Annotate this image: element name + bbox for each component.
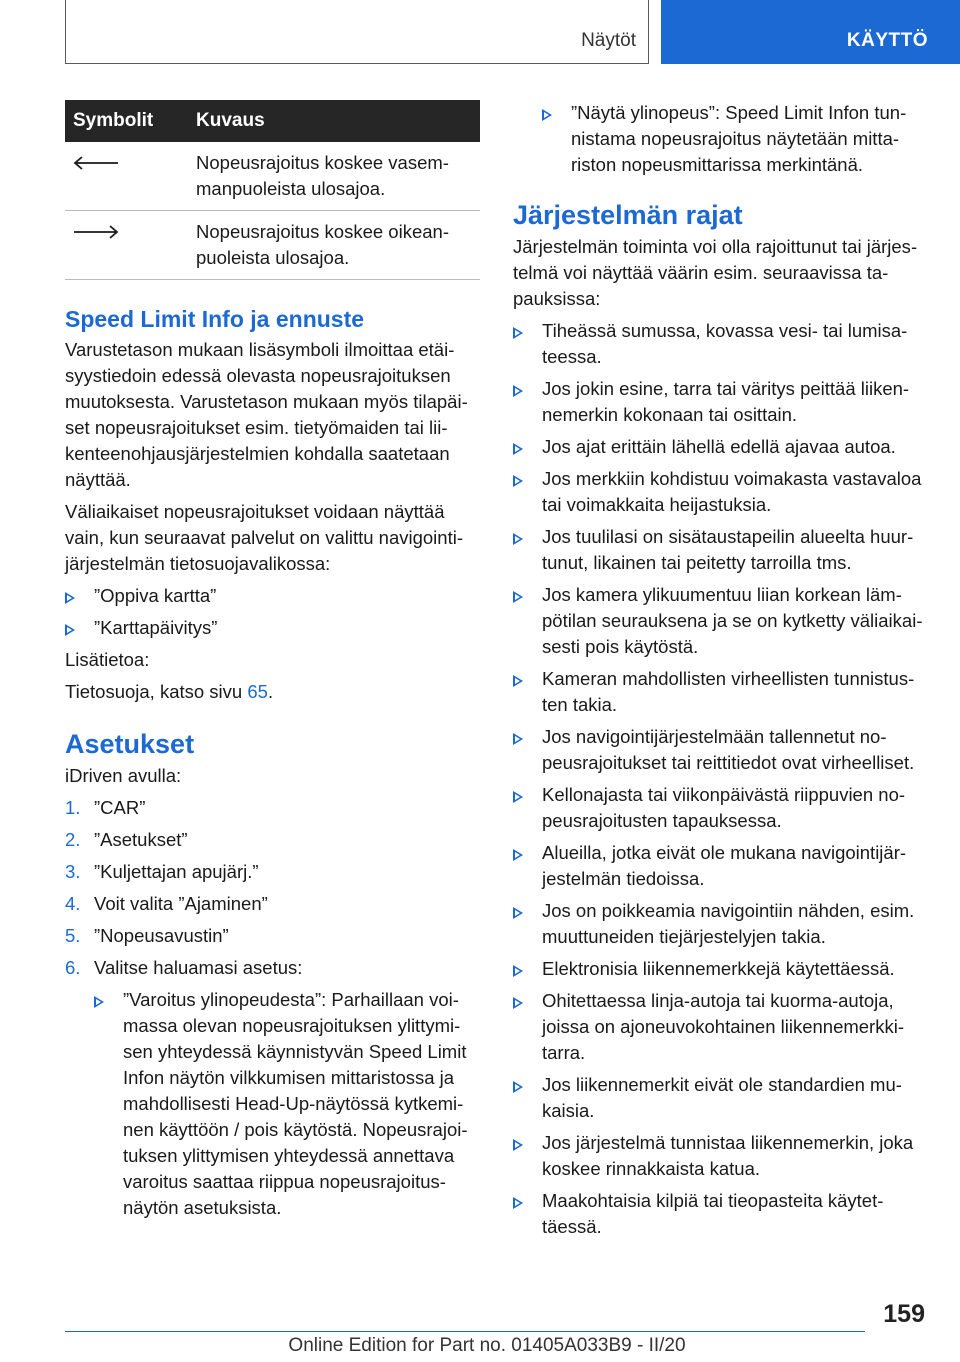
list-item-text: ”Näytä ylinopeus”: Speed Limit Infon tunnistama nopeusrajoitus näytetään mittariston nopeusmittarissa merkintänä. <box>571 102 907 175</box>
triangle-bullet-icon <box>513 443 523 455</box>
page-number: 159 <box>883 1300 925 1328</box>
list-item <box>65 827 480 853</box>
list-item <box>513 466 925 518</box>
settings-intro: iDriven avulla: <box>65 765 182 786</box>
list-item <box>513 988 925 1066</box>
list-item-text: ”Varoitus ylinopeudesta”: Parhaillaan voimassa olevan nopeusrajoituksen ylittymisen yhteydessä käynnistyvän Speed Limit Infon näytön vilkkumisen mittaristossa ja mahdollisesti Head-Up-näytössä kytkeminen käyttöön / pois käytöstä. Nopeusrajoituksen ylittymisen yhteydessä annettava varoitus saattaa riippua nopeusrajoitusnäytön asetuksista. <box>123 989 468 1218</box>
list-item-text: Alueilla, jotka eivät ole mukana navigointijärjestelmän tiedoissa. <box>542 842 907 889</box>
speed-limit-paragraph-1: Varustetason mukaan lisäsymboli ilmoittaa etäisyystiedoin edessä olevasta nopeusrajoituksen muutoksesta. Varustetason mukaan myös tilapäiset nopeusrajoitukset esim. tietyömaiden tai liikenteenohjausjärjestelmien kohdalla saatetaan näyttää. <box>65 339 468 490</box>
step-text: Voit valita ”Ajaminen” <box>94 893 268 914</box>
list-item <box>94 987 480 1221</box>
step-text: ”Nopeusavustin” <box>94 925 229 946</box>
description-cell: Nopeusrajoitus koskee vasemmanpuoleista ulosajoa. <box>196 142 480 211</box>
table-row <box>65 211 480 280</box>
list-item <box>513 1130 925 1182</box>
list-item-text: Ohitettaessa linja-autoja tai kuorma-autoja, joissa on ajoneuvokohtainen liikennemerkkitarra. <box>542 990 904 1063</box>
header-chapter-title: KÄYTTÖ <box>846 30 928 51</box>
triangle-bullet-icon <box>513 1197 523 1209</box>
list-item-text: Jos liikennemerkit eivät ole standardien mukaisia. <box>542 1074 902 1121</box>
triangle-bullet-icon <box>513 475 523 487</box>
settings-sub-list <box>94 987 480 1221</box>
list-item-text: Maakohtaisia kilpiä tai tieopasteita käytettäessä. <box>542 1190 884 1237</box>
symbol-table <box>65 100 480 280</box>
step-text: Valitse haluamasi asetus: <box>94 957 303 978</box>
list-item-text: ”Oppiva kartta” <box>94 585 217 606</box>
list-item <box>513 376 925 428</box>
triangle-bullet-icon <box>513 385 523 397</box>
triangle-bullet-icon <box>65 624 75 636</box>
triangle-bullet-icon <box>513 965 523 977</box>
limits-intro: Järjestelmän toiminta voi olla rajoittunut tai järjestelmä voi näyttää väärin esim. seuraavissa tapauksissa: <box>513 236 918 309</box>
more-info-label: Lisätietoa: <box>65 649 150 670</box>
list-item <box>65 923 480 949</box>
list-item <box>513 1188 925 1240</box>
list-item <box>513 724 925 776</box>
triangle-bullet-icon <box>513 997 523 1009</box>
list-item <box>65 583 480 609</box>
list-item <box>513 434 925 460</box>
triangle-bullet-icon <box>65 592 75 604</box>
step-number: 5. <box>65 925 81 946</box>
triangle-bullet-icon <box>513 591 523 603</box>
step-text: ”CAR” <box>94 797 146 818</box>
settings-steps <box>65 795 480 1221</box>
list-item <box>65 891 480 917</box>
triangle-bullet-icon <box>94 996 104 1008</box>
list-item-text: ”Karttapäivitys” <box>94 617 218 638</box>
table-row <box>65 142 480 211</box>
header-section-title: Näytöt <box>581 30 636 51</box>
list-item-text: Jos järjestelmä tunnistaa liikennemerkin, joka koskee rinnakkaista katua. <box>542 1132 914 1179</box>
settings-sub-list-continued <box>513 100 925 178</box>
reference-end: . <box>267 681 274 702</box>
limits-bullet-list <box>513 318 925 1240</box>
triangle-bullet-icon <box>513 907 523 919</box>
list-item <box>513 840 925 892</box>
list-item <box>513 666 925 718</box>
page-link[interactable]: 65 <box>247 681 268 702</box>
list-item <box>513 956 925 982</box>
speed-limit-heading: Speed Limit Info ja ennuste <box>65 306 365 332</box>
privacy-reference <box>65 679 480 705</box>
triangle-bullet-icon <box>513 675 523 687</box>
col-description-header: Kuvaus <box>196 100 480 142</box>
step-number: 4. <box>65 893 81 914</box>
limits-heading: Järjestelmän rajat <box>513 200 743 230</box>
symbol-cell <box>65 211 196 280</box>
list-item <box>65 615 480 641</box>
footer-divider <box>65 1331 865 1332</box>
arrow-right-icon <box>73 225 119 239</box>
description-cell: Nopeusrajoitus koskee oikeanpuoleista ulosajoa. <box>196 211 480 280</box>
list-item-text: Jos merkkiin kohdistuu voimakasta vastavaloa tai voimakkaita heijastuksia. <box>542 468 922 515</box>
triangle-bullet-icon <box>513 327 523 339</box>
step-number: 1. <box>65 797 81 818</box>
list-item-text: Jos on poikkeamia navigointiin nähden, esim. muuttuneiden tiejärjestelyjen takia. <box>542 900 915 947</box>
list-item <box>513 898 925 950</box>
speed-limit-bullet-list <box>65 583 480 641</box>
symbol-table-header <box>65 100 480 142</box>
list-item-text: Tiheässä sumussa, kovassa vesi- tai lumisateessa. <box>542 320 908 367</box>
step-number: 6. <box>65 957 81 978</box>
arrow-left-icon <box>73 156 119 170</box>
list-item <box>513 1072 925 1124</box>
triangle-bullet-icon <box>513 791 523 803</box>
settings-heading: Asetukset <box>65 729 195 759</box>
list-item-text: Kameran mahdollisten virheellisten tunnistusten takia. <box>542 668 915 715</box>
header-chapter-tab <box>661 0 960 64</box>
step-text: ”Asetukset” <box>94 829 188 850</box>
footer-text: Online Edition for Part no. 01405A033B9 - II/20 <box>288 1335 686 1356</box>
list-item <box>542 100 925 178</box>
list-item-text: Jos jokin esine, tarra tai väritys peittää liikennemerkin kokonaan tai osittain. <box>542 378 910 425</box>
header-section-box <box>65 0 649 64</box>
triangle-bullet-icon <box>513 849 523 861</box>
triangle-bullet-icon <box>513 1081 523 1093</box>
list-item-text: Kellonajasta tai viikonpäivästä riippuvien nopeusrajoitusten tapauksessa. <box>542 784 906 831</box>
symbol-cell <box>65 142 196 211</box>
list-item <box>513 524 925 576</box>
list-item-text: Jos navigointijärjestelmään tallennetut nopeusrajoitukset tai reittitiedot ovat virheelliset. <box>542 726 915 773</box>
step-text: ”Kuljettajan apujärj.” <box>94 861 259 882</box>
step-number: 2. <box>65 829 81 850</box>
right-column <box>513 100 925 1246</box>
list-item-text: Jos tuulilasi on sisätaustapeilin alueelta huurtunut, likainen tai peitetty tarroilla tms. <box>542 526 914 573</box>
triangle-bullet-icon <box>513 733 523 745</box>
list-item <box>65 859 480 885</box>
list-item <box>65 955 480 1221</box>
triangle-bullet-icon <box>542 109 552 121</box>
reference-text: Tietosuoja, katso sivu <box>65 681 248 702</box>
list-item <box>65 795 480 821</box>
list-item-text: Jos ajat erittäin lähellä edellä ajavaa autoa. <box>542 436 896 457</box>
list-item <box>513 318 925 370</box>
list-item <box>513 582 925 660</box>
col-symbol-header: Symbolit <box>65 100 196 142</box>
list-item <box>513 782 925 834</box>
triangle-bullet-icon <box>513 1139 523 1151</box>
list-item-text: Elektronisia liikennemerkkejä käytettäessä. <box>542 958 895 979</box>
left-column <box>65 100 480 1227</box>
speed-limit-paragraph-2: Väliaikaiset nopeusrajoitukset voidaan näyttää vain, kun seuraavat palvelut on valittu navigointijärjestelmän tietosuojavalikossa: <box>65 501 463 574</box>
step-number: 3. <box>65 861 81 882</box>
triangle-bullet-icon <box>513 533 523 545</box>
list-item-text: Jos kamera ylikuumentuu liian korkean lämpötilan seurauksena ja se on kytketty väliaikaisesti pois käytöstä. <box>542 584 923 657</box>
